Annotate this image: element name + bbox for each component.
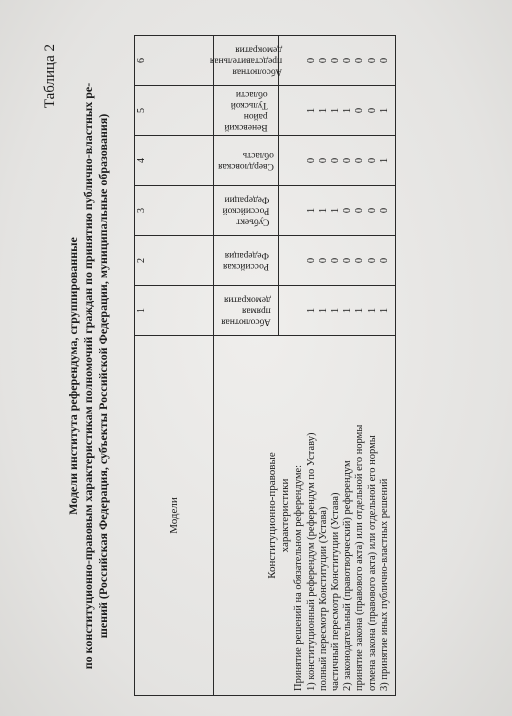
- referendum-models-table: [134, 35, 396, 696]
- criteria-row: отмена закона (правового акта) или отдельной его нормы: [366, 435, 378, 691]
- table-value: 0: [378, 57, 390, 64]
- table-number: Таблица 2: [42, 44, 58, 109]
- values-column-3: [279, 186, 396, 236]
- table-value: 1: [305, 107, 317, 114]
- table-value: 1: [305, 207, 317, 214]
- table-value: 0: [305, 57, 317, 64]
- table-value: 1: [329, 107, 341, 114]
- table-value: 0: [366, 207, 378, 214]
- table-value: 1: [378, 307, 390, 314]
- table-value: 1: [378, 107, 390, 114]
- column-header-6: Абсолютная представительная демократия: [214, 36, 279, 86]
- values-column-5: [279, 86, 396, 136]
- table-value: 0: [305, 157, 317, 164]
- title-line-1: Модели института референдума, сгруппированные: [66, 237, 80, 515]
- table-value: 0: [342, 157, 354, 164]
- table-value: 1: [366, 307, 378, 314]
- title-line-2: по конституционно-правовым характеристикам полномочий граждан по принятию публично-властных ре-: [81, 82, 95, 670]
- table-value: [293, 286, 305, 335]
- table-value: [293, 36, 305, 85]
- table-value: 0: [317, 257, 329, 264]
- table-value: 0: [317, 157, 329, 164]
- column-header-1: Абсолютная прямая демократия: [214, 286, 279, 336]
- table-value: [293, 136, 305, 185]
- table-value: 1: [317, 107, 329, 114]
- table-value: 0: [342, 207, 354, 214]
- table-title: [66, 66, 111, 686]
- characteristics-label: Конституционно-правовые характеристики: [266, 452, 291, 579]
- table-value: 0: [354, 157, 366, 164]
- table-value: 0: [378, 257, 390, 264]
- criteria-row: полный пересмотр Конституции (Устава): [317, 506, 329, 691]
- table-value: 0: [354, 57, 366, 64]
- table-value: 0: [366, 107, 378, 114]
- criteria-row: частичный пересмотр Конституции (Устава): [329, 492, 341, 691]
- table-value: 1: [354, 307, 366, 314]
- table-value: 1: [329, 307, 341, 314]
- table-value: 0: [329, 57, 341, 64]
- table-value: 0: [366, 157, 378, 164]
- table-value: 0: [342, 257, 354, 264]
- criteria-row: 2) законодательный (правотворческий) референдум: [342, 460, 354, 691]
- table-value: 1: [378, 157, 390, 164]
- column-number-2: 2: [135, 236, 214, 286]
- table-value: 0: [354, 207, 366, 214]
- table-value: 0: [354, 107, 366, 114]
- table-value: 0: [317, 57, 329, 64]
- table-value: [293, 236, 305, 285]
- column-number-3: 3: [135, 186, 214, 236]
- values-column-1: [279, 286, 396, 336]
- values-column-6: [279, 36, 396, 86]
- criteria-row: принятие закона (правового акта) или отдельной его нормы: [354, 424, 366, 691]
- column-number-4: 4: [135, 136, 214, 186]
- criteria-list: [293, 340, 391, 691]
- column-number-5: 5: [135, 86, 214, 136]
- models-header-cell: [135, 336, 214, 696]
- criteria-row: 3) принятие иных публично-властных решений: [378, 478, 390, 691]
- table-value: 0: [366, 257, 378, 264]
- table-value: 0: [305, 257, 317, 264]
- criteria-row: 1) конституционный референдум (референдум по Уставу): [305, 432, 317, 691]
- title-line-3: шений (Российская Федерация, субъекты Российской Федерации, муниципальные образования): [96, 113, 110, 639]
- table-value: 0: [354, 257, 366, 264]
- column-number-1: 1: [135, 286, 214, 336]
- table-value: 1: [317, 307, 329, 314]
- table-value: 1: [305, 307, 317, 314]
- table-value: [293, 186, 305, 235]
- table-value: 1: [342, 307, 354, 314]
- values-column-2: [279, 236, 396, 286]
- column-header-2: Российская Федерация: [214, 236, 279, 286]
- table-value: 1: [342, 107, 354, 114]
- column-number-6: 6: [135, 36, 214, 86]
- table-value: 1: [329, 207, 341, 214]
- table-value: 1: [317, 207, 329, 214]
- rotated-page-content: [36, 36, 492, 696]
- column-header-5: Веневский район Тульской области: [214, 86, 279, 136]
- table-value: 0: [342, 57, 354, 64]
- table-value: 0: [378, 207, 390, 214]
- characteristics-cell: [214, 336, 396, 696]
- table-value: [293, 86, 305, 135]
- values-column-4: [279, 136, 396, 186]
- column-header-4: Свердловская область: [214, 136, 279, 186]
- table-value: 0: [366, 57, 378, 64]
- criteria-row: Принятие решений на обязательном референдуме:: [293, 464, 305, 691]
- models-label: Модели: [168, 497, 180, 534]
- table-value: 0: [329, 157, 341, 164]
- table-value: 0: [329, 257, 341, 264]
- column-header-3: Субъект Российской Федерации: [214, 186, 279, 236]
